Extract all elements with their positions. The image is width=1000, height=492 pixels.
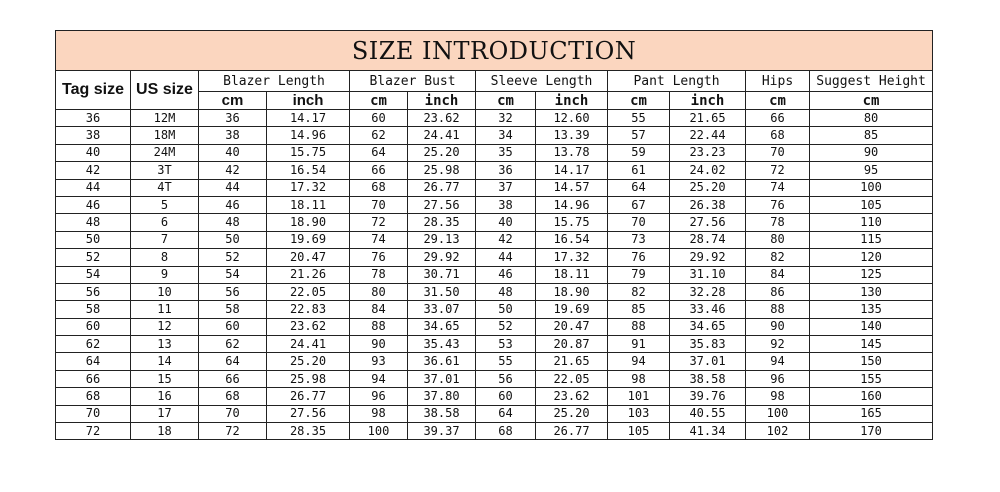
header-blazer-bust: Blazer Bust	[350, 71, 476, 92]
table-row	[56, 214, 933, 231]
table-cell: 36	[56, 110, 131, 127]
table-cell: 18.90	[267, 214, 350, 231]
table-cell: 14.96	[267, 127, 350, 144]
unit-pant-length-inch: inch	[670, 92, 746, 110]
table-cell: 5	[131, 196, 199, 213]
table-cell: 72	[746, 162, 810, 179]
table-cell: 14.17	[267, 110, 350, 127]
table-cell: 57	[608, 127, 670, 144]
header-blazer-length: Blazer Length	[199, 71, 350, 92]
table-cell: 18.11	[536, 266, 608, 283]
table-cell: 12M	[131, 110, 199, 127]
table-cell: 14.96	[536, 196, 608, 213]
table-cell: 27.56	[670, 214, 746, 231]
table-cell: 33.46	[670, 301, 746, 318]
table-row	[56, 162, 933, 179]
table-cell: 40	[476, 214, 536, 231]
table-cell: 22.44	[670, 127, 746, 144]
table-cell: 135	[810, 301, 933, 318]
table-cell: 13.39	[536, 127, 608, 144]
table-cell: 20.47	[536, 318, 608, 335]
table-cell: 36.61	[408, 353, 476, 370]
table-cell: 78	[746, 214, 810, 231]
table-cell: 74	[746, 179, 810, 196]
table-cell: 14	[131, 353, 199, 370]
table-cell: 170	[810, 423, 933, 440]
table-cell: 140	[810, 318, 933, 335]
table-cell: 21.65	[670, 110, 746, 127]
table-cell: 94	[608, 353, 670, 370]
table-cell: 18	[131, 423, 199, 440]
table-cell: 26.38	[670, 196, 746, 213]
table-cell: 14.57	[536, 179, 608, 196]
table-cell: 60	[199, 318, 267, 335]
table-cell: 44	[56, 179, 131, 196]
table-cell: 55	[476, 353, 536, 370]
table-cell: 31.10	[670, 266, 746, 283]
table-cell: 76	[746, 196, 810, 213]
unit-pant-length-cm: cm	[608, 92, 670, 110]
table-cell: 96	[350, 388, 408, 405]
table-cell: 40	[56, 144, 131, 161]
header-hips: Hips	[746, 71, 810, 92]
table-cell: 68	[56, 388, 131, 405]
table-cell: 64	[56, 353, 131, 370]
table-cell: 60	[476, 388, 536, 405]
table-cell: 31.50	[408, 283, 476, 300]
table-cell: 26.77	[408, 179, 476, 196]
table-cell: 48	[56, 214, 131, 231]
table-cell: 15.75	[267, 144, 350, 161]
unit-blazer-bust-cm: cm	[350, 92, 408, 110]
table-cell: 41.34	[670, 423, 746, 440]
table-cell: 34	[476, 127, 536, 144]
table-row	[56, 318, 933, 335]
table-cell: 36	[476, 162, 536, 179]
table-cell: 42	[199, 162, 267, 179]
table-cell: 52	[199, 249, 267, 266]
table-cell: 23.62	[536, 388, 608, 405]
table-cell: 11	[131, 301, 199, 318]
table-cell: 37.01	[408, 370, 476, 387]
table-row	[56, 283, 933, 300]
table-cell: 28.35	[408, 214, 476, 231]
table-cell: 39.76	[670, 388, 746, 405]
table-cell: 12	[131, 318, 199, 335]
table-cell: 46	[56, 196, 131, 213]
table-cell: 100	[810, 179, 933, 196]
table-cell: 165	[810, 405, 933, 422]
table-cell: 24M	[131, 144, 199, 161]
table-cell: 38.58	[408, 405, 476, 422]
table-cell: 150	[810, 353, 933, 370]
table-cell: 28.35	[267, 423, 350, 440]
table-cell: 24.41	[267, 336, 350, 353]
table-cell: 76	[350, 249, 408, 266]
unit-hips-cm: cm	[746, 92, 810, 110]
table-cell: 66	[350, 162, 408, 179]
table-cell: 27.56	[408, 196, 476, 213]
table-cell: 56	[56, 283, 131, 300]
table-cell: 62	[199, 336, 267, 353]
table-row	[56, 370, 933, 387]
table-cell: 78	[350, 266, 408, 283]
table-cell: 33.07	[408, 301, 476, 318]
table-cell: 16	[131, 388, 199, 405]
table-cell: 22.05	[536, 370, 608, 387]
table-cell: 105	[810, 196, 933, 213]
table-cell: 26.77	[536, 423, 608, 440]
table-cell: 68	[476, 423, 536, 440]
table-cell: 46	[476, 266, 536, 283]
unit-sleeve-length-cm: cm	[476, 92, 536, 110]
table-cell: 54	[199, 266, 267, 283]
table-cell: 30.71	[408, 266, 476, 283]
table-cell: 27.56	[267, 405, 350, 422]
table-cell: 70	[350, 196, 408, 213]
header-us-size: US size	[131, 71, 199, 110]
table-cell: 88	[350, 318, 408, 335]
table-cell: 23.23	[670, 144, 746, 161]
table-row	[56, 266, 933, 283]
table-cell: 56	[199, 283, 267, 300]
table-cell: 29.92	[408, 249, 476, 266]
table-cell: 29.13	[408, 231, 476, 248]
table-row	[56, 336, 933, 353]
table-cell: 42	[56, 162, 131, 179]
table-cell: 64	[350, 144, 408, 161]
table-cell: 38.58	[670, 370, 746, 387]
table-cell: 42	[476, 231, 536, 248]
table-cell: 40	[199, 144, 267, 161]
table-cell: 21.26	[267, 266, 350, 283]
table-cell: 9	[131, 266, 199, 283]
table-cell: 88	[746, 301, 810, 318]
table-cell: 21.65	[536, 353, 608, 370]
table-row	[56, 405, 933, 422]
table-cell: 52	[56, 249, 131, 266]
table-cell: 62	[56, 336, 131, 353]
table-cell: 22.05	[267, 283, 350, 300]
table-row	[56, 423, 933, 440]
table-cell: 105	[608, 423, 670, 440]
table-cell: 155	[810, 370, 933, 387]
table-cell: 13.78	[536, 144, 608, 161]
table-cell: 55	[608, 110, 670, 127]
table-cell: 66	[56, 370, 131, 387]
table-cell: 103	[608, 405, 670, 422]
table-cell: 70	[56, 405, 131, 422]
table-cell: 50	[199, 231, 267, 248]
table-cell: 91	[608, 336, 670, 353]
table-cell: 56	[476, 370, 536, 387]
table-cell: 10	[131, 283, 199, 300]
table-cell: 98	[608, 370, 670, 387]
table-cell: 24.02	[670, 162, 746, 179]
table-cell: 86	[746, 283, 810, 300]
table-cell: 25.20	[267, 353, 350, 370]
table-cell: 53	[476, 336, 536, 353]
table-cell: 64	[476, 405, 536, 422]
table-row	[56, 231, 933, 248]
table-cell: 125	[810, 266, 933, 283]
table-cell: 20.47	[267, 249, 350, 266]
table-row	[56, 196, 933, 213]
table-cell: 6	[131, 214, 199, 231]
table-cell: 110	[810, 214, 933, 231]
unit-blazer-bust-inch: inch	[408, 92, 476, 110]
table-cell: 54	[56, 266, 131, 283]
table-cell: 44	[199, 179, 267, 196]
table-cell: 79	[608, 266, 670, 283]
table-cell: 7	[131, 231, 199, 248]
table-cell: 67	[608, 196, 670, 213]
table-cell: 19.69	[536, 301, 608, 318]
table-cell: 70	[199, 405, 267, 422]
table-cell: 29.92	[670, 249, 746, 266]
table-cell: 23.62	[408, 110, 476, 127]
table-cell: 52	[476, 318, 536, 335]
table-cell: 66	[199, 370, 267, 387]
table-cell: 160	[810, 388, 933, 405]
header-tag-size: Tag size	[56, 71, 131, 110]
table-cell: 88	[608, 318, 670, 335]
size-chart-table	[55, 30, 933, 440]
table-cell: 90	[350, 336, 408, 353]
table-cell: 23.62	[267, 318, 350, 335]
table-cell: 60	[350, 110, 408, 127]
table-cell: 38	[56, 127, 131, 144]
table-cell: 35.83	[670, 336, 746, 353]
table-cell: 101	[608, 388, 670, 405]
table-cell: 85	[810, 127, 933, 144]
table-row	[56, 179, 933, 196]
table-cell: 82	[608, 283, 670, 300]
table-cell: 100	[746, 405, 810, 422]
table-cell: 96	[746, 370, 810, 387]
table-cell: 26.77	[267, 388, 350, 405]
table-cell: 50	[56, 231, 131, 248]
table-cell: 12.60	[536, 110, 608, 127]
table-row	[56, 353, 933, 370]
table-cell: 59	[608, 144, 670, 161]
table-cell: 25.20	[670, 179, 746, 196]
table-cell: 130	[810, 283, 933, 300]
table-cell: 60	[56, 318, 131, 335]
table-cell: 80	[746, 231, 810, 248]
table-cell: 58	[56, 301, 131, 318]
table-cell: 74	[350, 231, 408, 248]
table-cell: 62	[350, 127, 408, 144]
table-cell: 70	[608, 214, 670, 231]
table-cell: 13	[131, 336, 199, 353]
table-cell: 38	[476, 196, 536, 213]
table-cell: 8	[131, 249, 199, 266]
table-cell: 84	[746, 266, 810, 283]
table-cell: 72	[56, 423, 131, 440]
table-row	[56, 110, 933, 127]
table-cell: 84	[350, 301, 408, 318]
table-cell: 17	[131, 405, 199, 422]
table-cell: 64	[199, 353, 267, 370]
table-cell: 19.69	[267, 231, 350, 248]
table-cell: 16.54	[267, 162, 350, 179]
table-cell: 76	[608, 249, 670, 266]
header-sleeve-length: Sleeve Length	[476, 71, 608, 92]
table-cell: 14.17	[536, 162, 608, 179]
table-cell: 94	[350, 370, 408, 387]
table-cell: 38	[199, 127, 267, 144]
table-cell: 25.98	[408, 162, 476, 179]
table-cell: 92	[746, 336, 810, 353]
table-cell: 80	[350, 283, 408, 300]
table-cell: 25.20	[536, 405, 608, 422]
unit-sleeve-length-inch: inch	[536, 92, 608, 110]
table-cell: 28.74	[670, 231, 746, 248]
table-cell: 145	[810, 336, 933, 353]
table-cell: 36	[199, 110, 267, 127]
table-cell: 68	[746, 127, 810, 144]
table-cell: 68	[199, 388, 267, 405]
header-suggest-height: Suggest Height	[810, 71, 933, 92]
table-cell: 39.37	[408, 423, 476, 440]
table-cell: 66	[746, 110, 810, 127]
table-cell: 73	[608, 231, 670, 248]
table-cell: 18.11	[267, 196, 350, 213]
table-cell: 37.01	[670, 353, 746, 370]
table-cell: 37	[476, 179, 536, 196]
table-cell: 64	[608, 179, 670, 196]
table-cell: 35.43	[408, 336, 476, 353]
table-cell: 70	[746, 144, 810, 161]
table-cell: 48	[199, 214, 267, 231]
table-row	[56, 301, 933, 318]
table-title: SIZE INTRODUCTION	[56, 31, 933, 71]
table-cell: 40.55	[670, 405, 746, 422]
table-cell: 22.83	[267, 301, 350, 318]
table-cell: 100	[350, 423, 408, 440]
table-cell: 90	[810, 144, 933, 161]
table-cell: 82	[746, 249, 810, 266]
table-cell: 68	[350, 179, 408, 196]
table-cell: 37.80	[408, 388, 476, 405]
table-cell: 17.32	[267, 179, 350, 196]
table-cell: 34.65	[670, 318, 746, 335]
table-cell: 120	[810, 249, 933, 266]
table-cell: 94	[746, 353, 810, 370]
table-cell: 93	[350, 353, 408, 370]
table-cell: 115	[810, 231, 933, 248]
table-row	[56, 249, 933, 266]
table-cell: 72	[199, 423, 267, 440]
table-cell: 3T	[131, 162, 199, 179]
table-cell: 46	[199, 196, 267, 213]
table-cell: 95	[810, 162, 933, 179]
table-cell: 32.28	[670, 283, 746, 300]
header-pant-length: Pant Length	[608, 71, 746, 92]
table-row	[56, 144, 933, 161]
table-row	[56, 127, 933, 144]
table-cell: 85	[608, 301, 670, 318]
table-cell: 90	[746, 318, 810, 335]
table-cell: 17.32	[536, 249, 608, 266]
table-cell: 61	[608, 162, 670, 179]
table-cell: 18.90	[536, 283, 608, 300]
table-cell: 25.98	[267, 370, 350, 387]
table-cell: 72	[350, 214, 408, 231]
unit-blazer-length-cm: cm	[199, 92, 267, 110]
table-cell: 58	[199, 301, 267, 318]
table-cell: 18M	[131, 127, 199, 144]
unit-blazer-length-inch: inch	[267, 92, 350, 110]
table-cell: 20.87	[536, 336, 608, 353]
table-cell: 16.54	[536, 231, 608, 248]
size-rows	[56, 110, 933, 440]
table-cell: 4T	[131, 179, 199, 196]
table-cell: 25.20	[408, 144, 476, 161]
table-cell: 80	[810, 110, 933, 127]
table-cell: 15.75	[536, 214, 608, 231]
table-cell: 98	[746, 388, 810, 405]
table-cell: 15	[131, 370, 199, 387]
table-cell: 48	[476, 283, 536, 300]
table-row	[56, 388, 933, 405]
table-cell: 35	[476, 144, 536, 161]
table-cell: 102	[746, 423, 810, 440]
table-cell: 44	[476, 249, 536, 266]
table-cell: 32	[476, 110, 536, 127]
unit-suggest-height-cm: cm	[810, 92, 933, 110]
table-cell: 50	[476, 301, 536, 318]
table-cell: 34.65	[408, 318, 476, 335]
table-cell: 98	[350, 405, 408, 422]
table-cell: 24.41	[408, 127, 476, 144]
